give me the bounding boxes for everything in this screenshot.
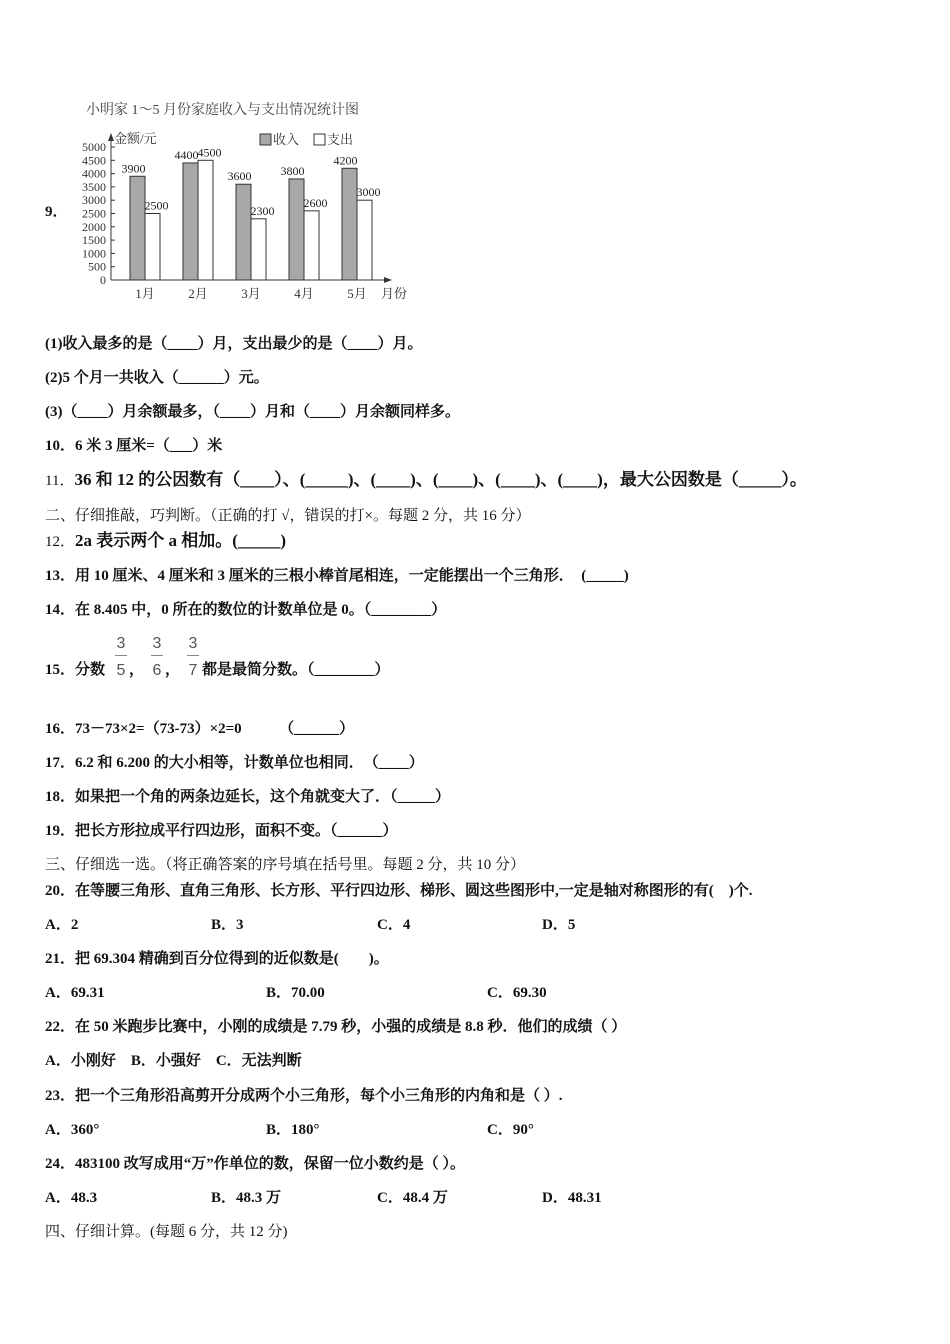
q11-number: 11． [45, 473, 75, 489]
legend-swatch-income [260, 134, 271, 145]
section-3-heading: 三、仔细选一选。（将正确答案的序号填在括号里。每题 2 分，共 10 分） [45, 857, 526, 873]
q24-option-a: A．48.3 [45, 1190, 98, 1206]
q19: 19．把长方形拉成平行四边形，面积不变。（______） [45, 823, 398, 839]
expense-bar-1 [145, 214, 160, 281]
fraction-separator: ， [129, 662, 145, 678]
q23-option-c: C．90° [487, 1122, 534, 1138]
income-bar-5 [342, 168, 357, 280]
income-value-label-1: 3900 [121, 161, 146, 176]
legend-swatch-expense [314, 134, 325, 145]
income-bar-1 [130, 176, 145, 280]
expense-value-label-4: 2600 [303, 195, 328, 210]
q20-option-a: A．2 [45, 917, 79, 933]
legend-label-expense: 支出 [327, 132, 354, 147]
fraction-1-denominator: 5 [116, 662, 126, 679]
y-tick-label: 1000 [82, 246, 106, 261]
fraction-2-denominator: 6 [152, 662, 162, 679]
expense-bar-2 [198, 160, 213, 280]
q11-body: 36 和 12 的公因数有（____）、(_____)、(____)、(____)、(____)、(____)，最大公因数是（_____）。 [74, 470, 807, 489]
x-tick-label-1: 1月 [135, 286, 155, 301]
q20-option-c: C．4 [377, 917, 411, 933]
income-bar-4 [289, 179, 304, 280]
x-axis-label: 月份 [381, 286, 408, 301]
fraction-2-bar [151, 655, 163, 656]
q24-stem: 24．483100 改写成用“万”作单位的数，保留一位小数约是（ ）。 [45, 1156, 466, 1172]
y-tick-label: 3500 [82, 179, 106, 194]
x-tick-label-3: 3月 [241, 286, 261, 301]
q9-sub3: (3)（____）月余额最多，（____）月和（____）月余额同样多。 [45, 404, 460, 420]
income-bar-2 [183, 163, 198, 280]
q12 [45, 531, 286, 552]
q21-stem: 21．把 69.304 精确到百分位得到的近似数是( )。 [45, 951, 389, 967]
q23-option-b: B．180° [266, 1122, 320, 1138]
q12-number: 12． [45, 534, 76, 550]
y-tick-label: 2500 [82, 206, 106, 221]
y-tick-label: 4000 [82, 166, 106, 181]
fraction-1-numerator: 3 [116, 635, 126, 652]
y-tick-label: 3000 [82, 193, 106, 208]
expense-bar-5 [357, 200, 372, 280]
q16: 16．73－73×2=（73-73）×2=0 （______） [45, 721, 355, 737]
q23-stem: 23．把一个三角形沿高剪开分成两个小三角形，每个小三角形的内角和是（ ）. [45, 1088, 563, 1104]
legend-label-income: 收入 [273, 132, 300, 147]
q15-suffix: 都是最简分数。（________） [202, 662, 390, 678]
q24-option-d: D．48.31 [542, 1190, 602, 1206]
x-axis-arrow [384, 277, 392, 283]
q20-stem: 20．在等腰三角形、直角三角形、长方形、平行四边形、梯形、圆这些图形中,一定是轴对称图形的有( )个. [45, 883, 753, 899]
y-tick-label: 5000 [82, 140, 106, 154]
q21-option-a: A．69.31 [45, 985, 105, 1001]
q17: 17．6.2 和 6.200 的大小相等，计数单位也相同． （____） [45, 755, 424, 771]
y-axis-label: 金额/元 [114, 131, 157, 146]
q21-option-c: C．69.30 [487, 985, 547, 1001]
y-tick-label: 1500 [82, 233, 106, 248]
fraction-separator: ， [165, 662, 181, 678]
q23-option-a: A．360° [45, 1122, 100, 1138]
x-tick-label-4: 4月 [294, 286, 314, 301]
q20-option-b: B．3 [211, 917, 244, 933]
expense-bar-3 [251, 219, 266, 280]
income-value-label-4: 3800 [280, 163, 305, 178]
fraction-3-bar [187, 655, 199, 656]
y-tick-label: 4500 [82, 153, 106, 168]
income-bar-3 [236, 184, 251, 280]
y-tick-label: 2000 [82, 219, 106, 234]
income-value-label-3: 3600 [227, 169, 252, 184]
fraction-3-numerator: 3 [188, 635, 198, 652]
q22-options: A．小刚好 B．小强好 C．无法判断 [45, 1053, 302, 1069]
expense-value-label-1: 2500 [144, 198, 169, 213]
fraction-2-numerator: 3 [152, 635, 162, 652]
expense-value-label-5: 3000 [356, 185, 381, 200]
fraction-1-bar [115, 655, 127, 656]
expense-value-label-3: 2300 [250, 203, 275, 218]
q11 [45, 470, 807, 491]
chart-title: 小明家 1～5 月份家庭收入与支出情况统计图 [86, 103, 359, 118]
q13: 13．用 10 厘米、4 厘米和 3 厘米的三根小棒首尾相连，一定能摆出一个三角形． (_____) [45, 568, 629, 584]
q20-option-d: D．5 [542, 917, 576, 933]
q24-option-c: C．48.4 万 [377, 1190, 448, 1206]
x-tick-label-2: 2月 [188, 286, 208, 301]
q18: 18．如果把一个角的两条边延长，这个角就变大了．（_____） [45, 789, 451, 805]
section-4-heading: 四、仔细计算。(每题 6 分，共 12 分) [45, 1224, 288, 1240]
section-2-heading: 二、仔细推敲，巧判断。（正确的打 √，错误的打×。每题 2 分，共 16 分） [45, 508, 531, 524]
income-value-label-2: 4400 [174, 147, 199, 162]
q12-body: 2a 表示两个 a 相加。(_____) [75, 531, 287, 550]
x-tick-label-5: 5月 [347, 286, 367, 301]
q9-number: 9． [45, 204, 68, 220]
y-tick-label: 0 [100, 273, 106, 287]
q9-sub2: (2)5 个月一共收入（______）元。 [45, 370, 269, 386]
q21-option-b: B．70.00 [266, 985, 325, 1001]
expense-value-label-2: 4500 [197, 145, 222, 160]
fraction-3-denominator: 7 [188, 662, 198, 679]
q15-prefix: 15．分数 [45, 662, 106, 678]
expense-bar-4 [304, 211, 319, 280]
q22-stem: 22．在 50 米跑步比赛中，小刚的成绩是 7.79 秒，小强的成绩是 8.8 秒．他们的成绩（ ） [45, 1019, 627, 1035]
y-tick-label: 500 [88, 259, 106, 274]
income-expense-chart [68, 96, 418, 308]
income-value-label-5: 4200 [333, 153, 358, 168]
q14: 14．在 8.405 中，0 所在的数位的计数单位是 0。（________） [45, 602, 447, 618]
q24-option-b: B．48.3 万 [211, 1190, 282, 1206]
q10: 10．6 米 3 厘米=（___）米 [45, 438, 223, 454]
q9-sub1: (1)收入最多的是（____）月，支出最少的是（____）月。 [45, 336, 423, 352]
